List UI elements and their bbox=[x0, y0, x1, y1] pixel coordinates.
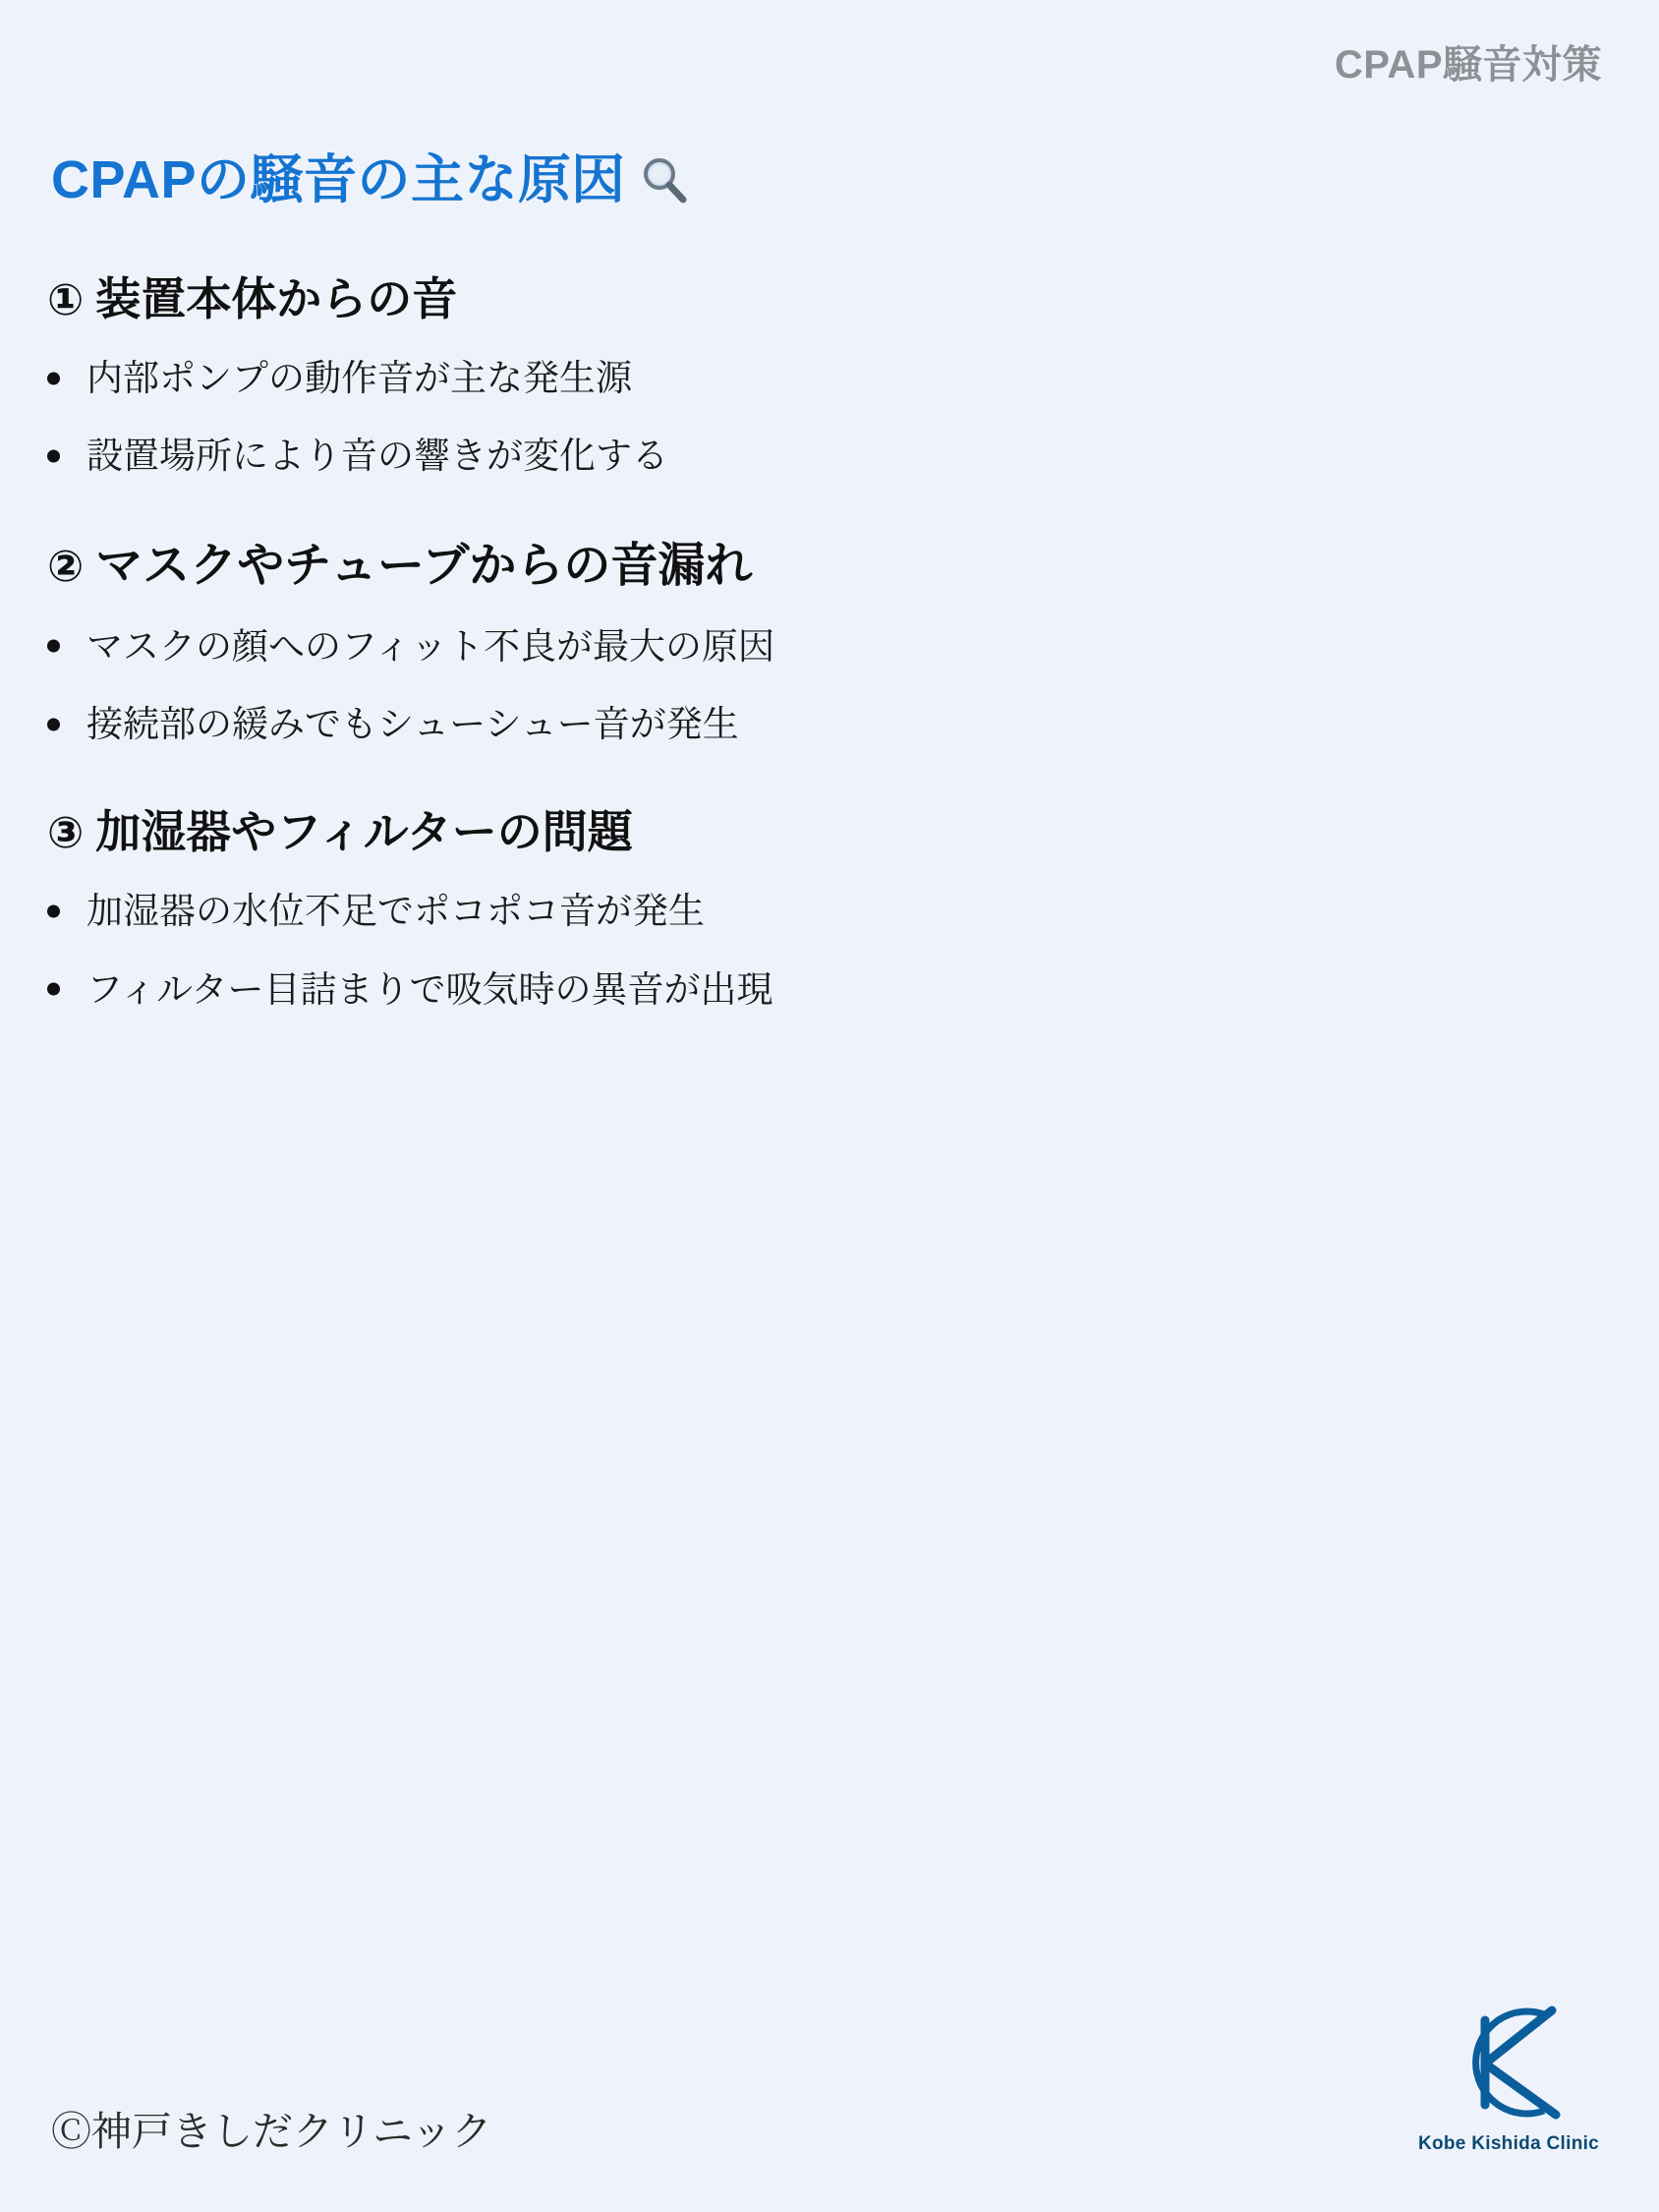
list-item-text: フィルター目詰まりで吸気時の異音が出現 bbox=[86, 968, 773, 1010]
section-1-bullets bbox=[0, 339, 1659, 495]
section-1 bbox=[0, 265, 1659, 495]
section-2-number: ② bbox=[47, 542, 85, 591]
header bbox=[1335, 33, 1602, 89]
section-spacer bbox=[0, 505, 1659, 531]
section-1-heading-text: 装置本体からの音 bbox=[95, 273, 458, 324]
section-1-number: ① bbox=[47, 276, 85, 324]
section-spacer bbox=[0, 773, 1659, 798]
section-1-heading bbox=[0, 265, 1659, 333]
copyright-text: Ⓒ神戸きしだクリニック bbox=[51, 2109, 492, 2154]
list-item bbox=[29, 872, 1659, 950]
section-2 bbox=[0, 531, 1659, 764]
clinic-logo bbox=[1405, 1997, 1612, 2155]
header-title: CPAP騒音対策 bbox=[1334, 43, 1602, 87]
logo-k-icon bbox=[1428, 1997, 1590, 2129]
list-item-text: 接続部の緩みでもシューシュー音が発生 bbox=[86, 704, 739, 745]
list-item-text: 内部ポンプの動作音が主な発生源 bbox=[86, 358, 632, 398]
content-body bbox=[0, 265, 1659, 1038]
logo-caption: Kobe Kishida Clinic bbox=[1417, 2133, 1600, 2154]
bullet-dot-icon bbox=[47, 450, 60, 463]
list-item-text: マスクの顔へのフィット不良が最大の原因 bbox=[86, 625, 775, 667]
section-3-heading-text: 加湿器やフィルターの問題 bbox=[95, 806, 633, 858]
list-item bbox=[29, 339, 1659, 417]
section-2-heading-text: マスクやチューブからの音漏れ bbox=[95, 539, 753, 592]
bullet-dot-icon bbox=[47, 905, 60, 918]
list-item-text: 設置場所により音の響きが変化する bbox=[86, 436, 668, 477]
section-3-bullets bbox=[0, 872, 1659, 1028]
bullet-dot-icon bbox=[47, 640, 60, 653]
section-2-bullets bbox=[0, 608, 1659, 764]
section-3-number: ③ bbox=[47, 809, 85, 858]
bullet-dot-icon bbox=[47, 372, 60, 384]
magnifier-icon bbox=[639, 154, 690, 205]
bullet-dot-icon bbox=[47, 983, 60, 996]
section-2-heading bbox=[0, 531, 1659, 602]
list-item bbox=[29, 951, 1659, 1028]
section-3-heading bbox=[0, 798, 1659, 866]
list-item bbox=[29, 608, 1659, 685]
section-3 bbox=[0, 798, 1659, 1028]
page-title-row bbox=[51, 138, 690, 213]
list-item bbox=[29, 417, 1659, 495]
list-item-text: 加湿器の水位不足でポコポコ音が発生 bbox=[86, 891, 705, 932]
list-item bbox=[29, 685, 1659, 763]
page-title: CPAPの騒音の主な原因 bbox=[51, 150, 626, 209]
bullet-dot-icon bbox=[47, 718, 60, 730]
